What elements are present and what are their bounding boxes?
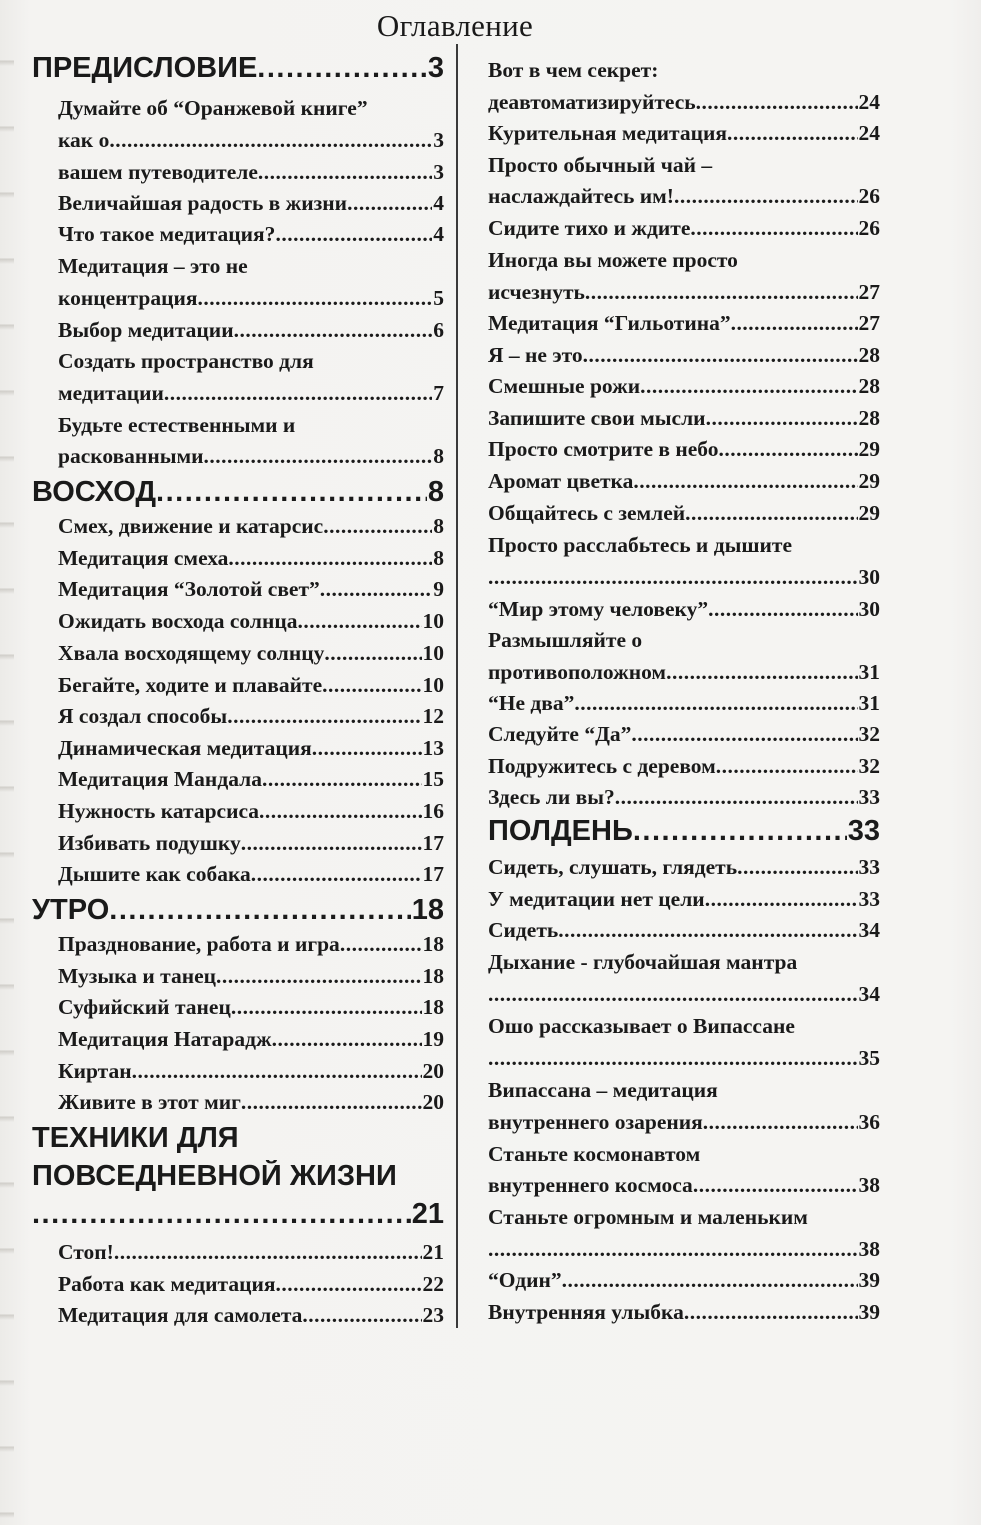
toc-entry [32,1240,444,1265]
page-number: 12 [422,704,444,728]
entry-title: Медитация Мандала [58,767,262,791]
toc-entry [488,1300,880,1325]
page-number: 20 [422,1090,444,1114]
entry-title: Сидите тихо и ждите [488,216,691,240]
entry-title: Живите в этот миг [58,1090,241,1114]
entry-title: Станьте космонавтом [488,1142,701,1166]
dot-leader [558,918,857,943]
entry-title: Что такое медитация? [58,222,276,246]
entry-title: медитации [58,381,164,405]
page-number: 3 [427,52,444,84]
toc-entry [32,1027,444,1052]
page-number: 4 [433,191,444,215]
toc-entry [32,995,444,1020]
dot-leader [562,1268,858,1293]
dot-leader [156,476,427,509]
toc-entry [488,121,880,146]
entry-title: Сидеть, слушать, глядеть [488,855,738,879]
toc-entry [488,1014,880,1039]
dot-leader [164,381,432,406]
dot-leader [727,121,858,146]
toc-entry [32,514,444,539]
entry-title: Медитация Натарадж [58,1027,272,1051]
dot-leader [228,546,432,571]
page-number: 31 [858,691,880,715]
entry-title: исчезнуть [488,280,585,304]
page-number: 30 [858,565,880,589]
entry-title: внутреннего озарения [488,1110,703,1134]
toc-entry [32,704,444,729]
page-number: 16 [422,799,444,823]
dot-leader [198,286,433,311]
toc-section-heading [32,1198,444,1231]
page-number: 20 [422,1059,444,1083]
entry-title: Станьте огромным и маленьким [488,1205,808,1229]
page-number: 27 [858,280,880,304]
dot-leader [633,815,847,848]
toc-entry [32,128,444,153]
toc-entry [32,1090,444,1115]
page-number: 27 [858,311,880,335]
page-number: 39 [858,1300,880,1324]
entry-title: Курительная медитация [488,121,727,145]
entry-title: Размышляйте о [488,628,643,652]
dot-leader [731,311,858,336]
page-number: 23 [422,1303,444,1327]
toc-entry [488,565,880,590]
page-number: 18 [411,894,444,926]
dot-leader [347,191,432,216]
column-divider [456,44,458,1328]
page-number: 18 [422,995,444,1019]
dot-leader [241,1090,422,1115]
toc-section-heading [32,52,444,85]
entry-title: Сидеть [488,918,559,942]
entry-title: Смешные рожи [488,374,641,398]
entry-title: “Не два” [488,691,575,715]
toc-entry [488,918,880,943]
toc-entry [488,90,880,115]
page-number: 3 [433,160,444,184]
dot-leader [132,1059,422,1084]
dot-leader [488,565,858,590]
toc-entry [32,799,444,824]
toc-entry [488,691,880,716]
dot-leader [705,887,858,912]
page-number: 18 [422,964,444,988]
dot-leader [312,736,422,761]
page-number: 6 [433,318,444,342]
toc-entry [488,406,880,431]
toc-entry [488,1046,880,1071]
dot-leader [227,704,421,729]
page-number: 32 [858,722,880,746]
entry-title: Медитация для самолета [58,1303,303,1327]
toc-entry [32,222,444,247]
toc-entry [32,349,444,374]
entry-title: Следуйте “Да” [488,722,632,746]
page-number: 7 [433,381,444,405]
dot-leader [251,862,422,887]
entry-title: Вот в чем секрет: [488,58,659,82]
dot-leader [320,577,432,602]
page-number: 9 [433,577,444,601]
dot-leader [114,1240,422,1265]
dot-leader [259,799,421,824]
dot-leader [690,216,857,241]
toc-entry [32,1059,444,1084]
toc-entry [32,767,444,792]
toc-entry [32,641,444,666]
entry-title: Работа как медитация [58,1272,276,1296]
page-number: 18 [422,932,444,956]
toc-entry [488,887,880,912]
page-number: 10 [422,609,444,633]
toc-entry [488,855,880,880]
page-number: 31 [858,660,880,684]
entry-title: Медитация – это не [58,254,248,278]
dot-leader [257,52,427,85]
page-number: 17 [422,862,444,886]
entry-title: вашем путеводителе [58,160,258,184]
entry-title: Подружитесь с деревом [488,754,716,778]
dot-leader [302,1303,421,1328]
toc-entry [32,831,444,856]
dot-leader [719,437,858,462]
entry-title: Ошо рассказывает о Випассане [488,1014,795,1038]
page-number: 17 [422,831,444,855]
dot-leader [703,1110,858,1135]
dot-leader [574,691,857,716]
page-number: 30 [858,597,880,621]
dot-leader [109,894,410,927]
toc-entry [488,343,880,368]
toc-entry [488,722,880,747]
section-title: УТРО [32,894,110,926]
dot-leader [737,855,857,880]
dot-leader [716,754,858,779]
toc-entry [488,153,880,178]
entry-title: Будьте естественными и [58,413,296,437]
toc-entry [488,754,880,779]
toc-section-heading [32,894,444,927]
page-number: 8 [433,546,444,570]
page-number: 8 [433,514,444,538]
toc-entry [488,469,880,494]
dot-leader [633,469,857,494]
entry-title: Просто обычный чай – [488,153,713,177]
toc-entry [32,254,444,279]
entry-title: Медитация смеха [58,546,229,570]
page-number: 32 [858,754,880,778]
toc-entry [488,533,880,558]
dot-leader [615,785,858,810]
entry-title: Иногда вы можете просто [488,248,738,272]
entry-title: Дышите как собака [58,862,251,886]
entry-title: Создать пространство для [58,349,314,373]
entry-title: Я – не это [488,343,583,367]
entry-title: “Мир этому человеку” [488,597,709,621]
page-number: 8 [427,476,444,508]
entry-title: Думайте об “Оранжевой книге” [58,96,368,120]
dot-leader [216,964,421,989]
toc-entry [32,736,444,761]
dot-leader [706,406,858,431]
page-edge-shadow [0,0,14,1525]
page-number: 34 [858,918,880,942]
page-number: 29 [858,469,880,493]
entry-title: Празднование, работа и игра [58,932,340,956]
toc-entry [32,286,444,311]
page-number: 33 [847,815,880,847]
entry-title: Нужность катарсиса [58,799,260,823]
toc-entry [488,785,880,810]
entry-title: Стоп! [58,1240,114,1264]
dot-leader [204,444,433,469]
entry-title: Медитация “Гильотина” [488,311,731,335]
page-number: 33 [858,785,880,809]
entry-title: Просто расслабьтесь и дышите [488,533,793,557]
section-title: ПОВСЕДНЕВНОЙ ЖИЗНИ [32,1160,397,1192]
page-number: 15 [422,767,444,791]
entry-title: Хвала восходящему солнцу [58,641,325,665]
dot-leader [275,222,432,247]
page-number: 21 [411,1198,444,1230]
dot-leader [241,831,422,856]
dot-leader [488,982,858,1007]
page-number: 39 [858,1268,880,1292]
dot-leader [631,722,857,747]
page-number: 36 [858,1110,880,1134]
page-number: 29 [858,437,880,461]
entry-title: Музыка и танец [58,964,217,988]
entry-title: Здесь ли вы? [488,785,615,809]
entry-title: Бегайте, ходите и плавайте [58,673,323,697]
toc-entry [488,1237,880,1262]
toc-entry [32,1303,444,1328]
dot-leader [708,597,857,622]
section-title: ПОЛДЕНЬ [488,815,633,847]
toc-entry [32,444,444,469]
page-number: 24 [858,90,880,114]
toc-entry [488,280,880,305]
toc-entry [488,184,880,209]
entry-title: концентрация [58,286,198,310]
page-number: 19 [422,1027,444,1051]
toc-entry [488,660,880,685]
toc-entry [32,862,444,887]
page-number: 10 [422,641,444,665]
toc-entry [488,501,880,526]
dot-leader [640,374,857,399]
toc-entry [488,1110,880,1135]
page-number: 22 [422,1272,444,1296]
dot-leader [262,767,422,792]
entry-title: Запишите свои мысли [488,406,706,430]
page-number: 26 [858,184,880,208]
dot-leader [488,1237,858,1262]
toc-entry [488,437,880,462]
dot-leader [297,609,421,634]
page-number: 4 [433,222,444,246]
toc-entry [32,932,444,957]
toc-entry [32,964,444,989]
toc-entry [32,609,444,634]
page-number: 13 [422,736,444,760]
toc-entry [488,597,880,622]
page-number: 35 [858,1046,880,1070]
page-number: 38 [858,1173,880,1197]
page-number: 38 [858,1237,880,1261]
toc-entry [32,381,444,406]
dot-leader [583,343,858,368]
toc-entry [32,160,444,185]
entry-title: как о [58,128,110,152]
dot-leader [488,1046,858,1071]
entry-title: внутреннего космоса [488,1173,693,1197]
entry-title: Суфийский танец [58,995,231,1019]
toc-entry [488,1205,880,1230]
page-number: 33 [858,855,880,879]
entry-title: наслаждайтесь им! [488,184,674,208]
entry-title: деавтоматизируйтесь [488,90,696,114]
dot-leader [272,1027,422,1052]
toc-section-heading [488,815,880,848]
toc-entry [488,1142,880,1167]
dot-leader [585,280,858,305]
page-number: 8 [433,444,444,468]
toc-entry [32,96,444,121]
page-number: 28 [858,406,880,430]
page-number: 10 [422,673,444,697]
dot-leader [109,128,432,153]
toc-section-heading [32,1160,444,1193]
entry-title: раскованными [58,444,204,468]
page-number: 34 [858,982,880,1006]
dot-leader [276,1272,422,1297]
entry-title: “Один” [488,1268,562,1292]
dot-leader [323,514,432,539]
entry-title: Випассана – медитация [488,1078,718,1102]
page-number: 28 [858,374,880,398]
dot-leader [666,660,857,685]
dot-leader [258,160,432,185]
page-title: Оглавление [376,8,534,43]
entry-title: Дыхание - глубочайшая мантра [488,950,798,974]
toc-entry [32,318,444,343]
entry-title: Динамическая медитация [58,736,312,760]
page-number: 28 [858,343,880,367]
entry-title: Общайтесь с землей [488,501,686,525]
dot-leader [696,90,858,115]
toc-entry [488,248,880,273]
dot-leader [685,501,857,526]
page-number: 3 [433,128,444,152]
dot-leader [324,641,421,666]
section-title: ВОСХОД [32,476,157,508]
toc-entry [488,1078,880,1103]
section-title: ПРЕДИСЛОВИЕ [32,52,258,84]
page-number: 29 [858,501,880,525]
toc-entry [32,546,444,571]
entry-title: Избивать подушку [58,831,241,855]
page-number: 33 [858,887,880,911]
toc-entry [488,628,880,653]
toc-entry [32,1272,444,1297]
entry-title: противоположном [488,660,667,684]
dot-leader [684,1300,858,1325]
entry-title: Величайшая радость в жизни [58,191,348,215]
section-title: ТЕХНИКИ ДЛЯ [32,1122,239,1154]
dot-leader [32,1198,411,1231]
entry-title: Просто смотрите в небо [488,437,719,461]
toc-entry [488,58,880,83]
dot-leader [322,673,421,698]
toc-entry [488,950,880,975]
entry-title: Я создал способы [58,704,228,728]
page-number: 26 [858,216,880,240]
page-number: 24 [858,121,880,145]
toc-section-heading [32,476,444,509]
toc-entry [32,577,444,602]
toc-entry [32,413,444,438]
toc-entry [32,673,444,698]
toc-entry [488,311,880,336]
page-number: 21 [422,1240,444,1264]
toc-entry [488,374,880,399]
dot-leader [693,1173,858,1198]
toc-entry [488,1268,880,1293]
entry-title: Ожидать восхода солнца [58,609,298,633]
entry-title: У медитации нет цели [488,887,705,911]
entry-title: Смех, движение и катарсис [58,514,324,538]
toc-entry [488,1173,880,1198]
dot-leader [340,932,422,957]
dot-leader [674,184,858,209]
toc-entry [488,982,880,1007]
entry-title: Внутренняя улыбка [488,1300,684,1324]
entry-title: Киртан [58,1059,132,1083]
dot-leader [231,995,422,1020]
entry-title: Выбор медитации [58,318,234,342]
entry-title: Аромат цветка [488,469,634,493]
toc-entry [32,191,444,216]
toc-section-heading [32,1122,444,1155]
entry-title: Медитация “Золотой свет” [58,577,320,601]
dot-leader [234,318,433,343]
page-number: 5 [433,286,444,310]
toc-entry [488,216,880,241]
